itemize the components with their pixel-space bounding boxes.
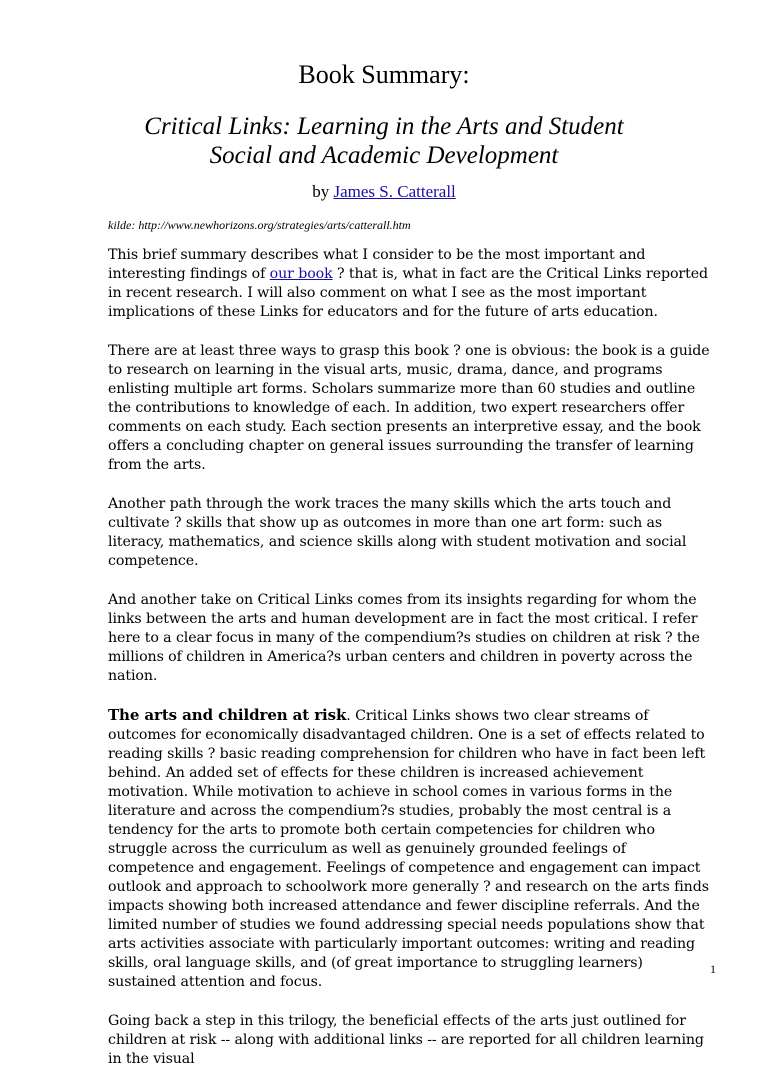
paragraph-trilogy: Going back a step in this trilogy, the beneficial effects of the arts just outlined for children at risk -- along with additional links -- are reported for all children learning in the visual [108, 1013, 704, 1067]
paragraph-intro-end: ? that is, what in fact are the Critical Links reported in recent research. I will also comment on what I see as the most important implications of these Links for educators and for the future of arts education. [108, 266, 708, 320]
page-number: 1 [710, 962, 716, 976]
paragraph-intro-start: This brief summary describes what I consider to be the most important and interesting findings of [108, 247, 646, 282]
paragraph-critical-for-whom: And another take on Critical Links comes from its insights regarding for whom the links between the arts and human development are in fact the most critical. I refer here to a clear focus in many of the compendium?s studies on children at risk ? the millions of children in America?s urban centers and children in poverty across the nation. [108, 592, 700, 684]
book-subtitle: Critical Links: Learning in the Arts and Student Social and Academic Development [144, 113, 624, 169]
byline-prefix: by [312, 182, 334, 201]
section-lead-heading: The arts and children at risk [108, 706, 347, 724]
source-note: kilde: http://www.newhorizons.org/strategies/arts/catterall.htm [108, 218, 411, 232]
paragraph-intro [108, 246, 714, 322]
paragraph-skills: Another path through the work traces the many skills which the arts touch and cultivate ? skills that show up as outcomes in more than one art form: such as literacy, mathematics, and science skills along with student motivation and social competence. [108, 496, 687, 569]
byline [0, 182, 768, 202]
body-text [108, 246, 714, 1089]
paragraph-three-ways: There are at least three ways to grasp this book ? one is obvious: the book is a guide to research on learning in the visual arts, music, drama, dance, and programs enlisting multiple art forms. Scholars summarize more than 60 studies and outline the contributions to knowledge of each. In addition, two expert researchers offer comments on each study. Each section presents an interpretive essay, and the book offers a concluding chapter on general issues surrounding the transfer of learning from the arts. [108, 343, 710, 473]
page-title: Book Summary: [298, 60, 470, 89]
paragraph-children-at-risk [108, 706, 714, 992]
our-book-link[interactable]: our book [269, 266, 333, 282]
author-link[interactable]: James S. Catterall [333, 182, 456, 201]
section-lead-body: . Critical Links shows two clear streams of outcomes for economically disadvantaged children. One is a set of effects related to reading skills ? basic reading comprehension for children who have in fact been left behind. An added set of effects for these children is increased achievement motivation. While motivation to achieve in school comes in various forms in the literature and across the compendium?s studies, probably the most central is a tendency for the arts to promote both certain competencies for children who struggle across the curriculum as well as genuinely grounded feelings of competence and engagement. Feelings of competence and engagement can impact outlook and approach to schoolwork more generally ? and research on the arts finds impacts showing both increased attendance and fewer discipline referrals. And the limited number of studies we found addressing special needs populations show that arts activities associate with particularly important outcomes: writing and reading skills, oral language skills, and (of great importance to struggling learners) sustained attention and focus. [108, 708, 709, 990]
